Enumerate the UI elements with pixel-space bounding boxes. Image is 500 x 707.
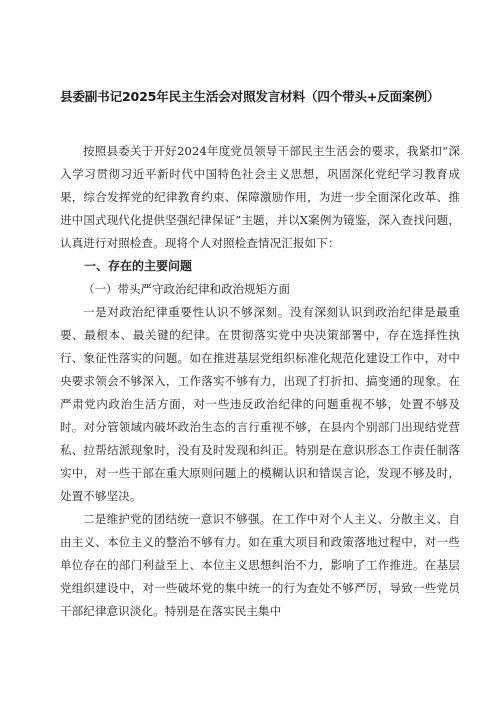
section-heading: 一、存在的主要问题 [84, 259, 193, 273]
body-paragraph-2: 二是维护党的团结统一意识不够强。在工作中对个人主义、分散主义、自由主义、本位主义的整治不够有力。如在重大项目和政策落地过程中，对一些单位存在的部门利益至上、本位主义思想纠治不力，影响了工作推进。在基层党组织建设中，对一些破坏党的集中统一的行为查处不够严厉，导致一些党员干部纪律意识淡化。特别是在落实民主集中 [60, 512, 460, 618]
body-paragraph-1: 一是对政治纪律重要性认识不够深刻。没有深刻认识到政治纪律是最重要、最根本、最关键的纪律。在贯彻落实党中央决策部署中，存在选择性执行、象征性落实的问题。如在推进基层党组织标准化规范化建设工作中，对中央要求领会不够深入，工作落实不够有力，出现了打折扣、搞变通的现象。在严肃党内政治生活方面，对一些违反政治纪律的问题重视不够，处置不够及时。对分管领域内破坏政治生态的言行重视不够，在县内个别部门出现结党营私、拉帮结派现象时，没有及时发现和纠正。特别是在意识形态工作责任制落实中，对一些干部在重大原则问题上的模糊认识和错误言论，发现不够及时，处置不够坚决。 [60, 305, 460, 503]
document-body [60, 140, 460, 623]
intro-paragraph: 按照县委关于开好2024年度党员领导干部民主生活会的要求，我紧扣“深入学习贯彻习近平新时代中国特色社会主义思想，巩固深化党纪学习教育成果，综合发挥党的纪律教育约束、保障激励作用，为进一步全面深化改革、推进中国式现代化提供坚强纪律保证”主题，并以X案例为镜鉴，深入查找问题，认真进行对照检查。现将个人对照检查情况汇报如下： [60, 144, 460, 250]
document-title: 县委副书记2025年民主生活会对照发言材料（四个带头+反面案例） [60, 89, 440, 104]
subsection-heading: （一）带头严守政治纪律和政治规矩方面 [83, 282, 290, 296]
